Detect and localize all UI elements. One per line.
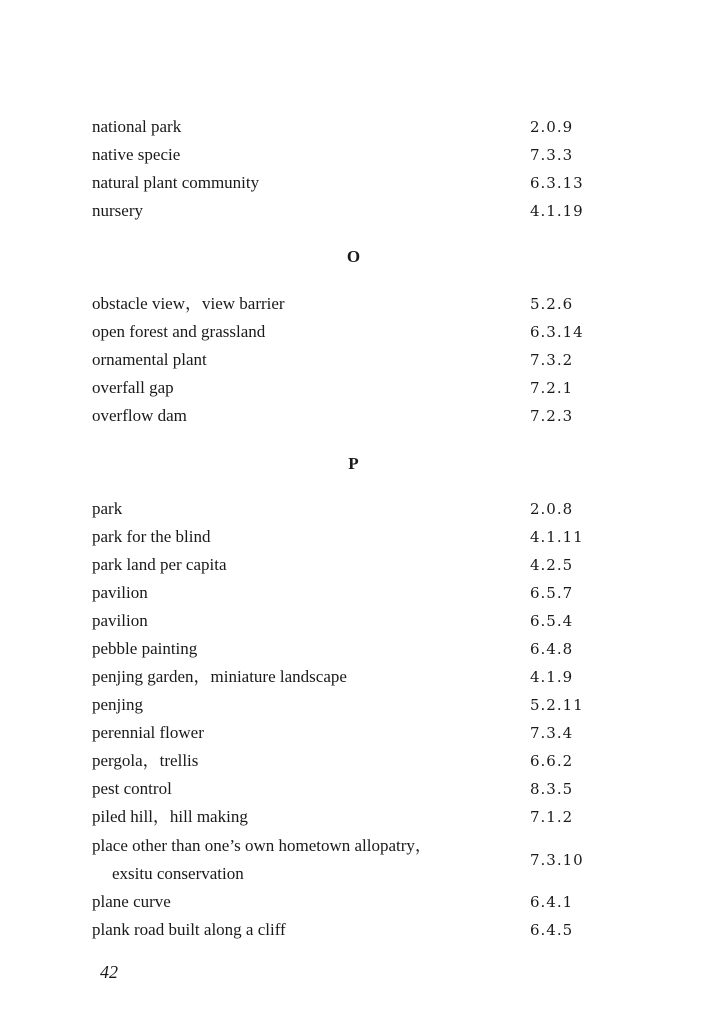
index-entry	[92, 747, 612, 775]
entry-term: ornamental plant	[92, 350, 207, 369]
entry-term: park land per capita	[92, 555, 227, 574]
entry-term-line-2: exsitu conservation	[112, 864, 244, 883]
section-heading-p: P	[348, 454, 359, 473]
page-number: 42	[100, 962, 118, 982]
entry-term: native specie	[92, 145, 181, 164]
index-entry	[92, 607, 612, 635]
entry-term: plane curve	[92, 892, 171, 911]
entry-number: 5.2.6	[530, 295, 574, 313]
index-entry	[92, 888, 612, 916]
entry-number: 6.6.2	[530, 752, 574, 770]
entry-number: 6.5.4	[530, 612, 574, 630]
entry-number: 7.3.2	[530, 351, 574, 369]
index-entry	[92, 803, 612, 831]
entry-number: 6.4.5	[530, 921, 574, 939]
entry-term: penjing	[92, 695, 143, 714]
entry-term: overflow dam	[92, 406, 187, 425]
index-entry	[92, 832, 612, 888]
entry-number: 6.3.14	[530, 323, 584, 341]
entry-number: 4.2.5	[530, 556, 574, 574]
entry-term: park for the blind	[92, 527, 211, 546]
entry-term: pavilion	[92, 611, 148, 630]
entry-number: 6.3.13	[530, 174, 584, 192]
entry-term: natural plant community	[92, 173, 260, 192]
index-entry	[92, 579, 612, 607]
entry-term: park	[92, 499, 123, 518]
entry-number: 7.2.3	[530, 407, 574, 425]
entry-number: 5.2.11	[530, 696, 584, 714]
entry-number: 4.1.9	[530, 668, 574, 686]
index-entry	[92, 691, 612, 719]
entry-number: 6.5.7	[530, 584, 574, 602]
entry-number: 6.4.8	[530, 640, 574, 658]
entry-number: 7.3.4	[530, 724, 574, 742]
index-entry	[92, 402, 612, 430]
index-entry	[92, 374, 612, 402]
entry-term: national park	[92, 117, 182, 136]
entry-term: pavilion	[92, 583, 148, 602]
entry-term: open forest and grassland	[92, 322, 266, 341]
index-entry	[92, 663, 612, 691]
entry-term: pest control	[92, 779, 172, 798]
entry-number: 6.4.1	[530, 893, 574, 911]
index-entry	[92, 551, 612, 579]
entry-number: 8.3.5	[530, 780, 574, 798]
index-entry	[92, 346, 612, 374]
entry-term-line-1: place other than one’s own hometown allopatry，	[92, 836, 432, 855]
index-entry	[92, 523, 612, 551]
index-entry	[92, 635, 612, 663]
section-heading-o: O	[346, 247, 361, 266]
index-entry	[92, 290, 612, 318]
entry-term: piled hill，hill making	[92, 807, 248, 826]
index-entry	[92, 318, 612, 346]
entry-number: 7.3.10	[530, 851, 584, 869]
entry-term: pebble painting	[92, 639, 198, 658]
entry-number: 7.2.1	[530, 379, 574, 397]
entry-term: plank road built along a cliff	[92, 920, 286, 939]
entry-term	[92, 832, 492, 888]
index-entry	[92, 169, 612, 197]
index-entry	[92, 495, 612, 523]
index-entry	[92, 916, 612, 944]
entry-term: overfall gap	[92, 378, 174, 397]
entry-term: nursery	[92, 201, 143, 220]
index-entry	[92, 141, 612, 169]
index-entry	[92, 197, 612, 225]
entry-number: 7.3.3	[530, 146, 574, 164]
entry-term: pergola，trellis	[92, 751, 199, 770]
entry-term: obstacle view，view barrier	[92, 294, 285, 313]
index-entry	[92, 113, 612, 141]
index-entry	[92, 719, 612, 747]
entry-term: perennial flower	[92, 723, 204, 742]
entry-number: 2.0.8	[530, 500, 574, 518]
entry-term: penjing garden，miniature landscape	[92, 667, 347, 686]
entry-number: 4.1.19	[530, 202, 584, 220]
entry-number: 7.1.2	[530, 808, 574, 826]
index-entry	[92, 775, 612, 803]
entry-number: 2.0.9	[530, 118, 574, 136]
entry-number: 4.1.11	[530, 528, 584, 546]
